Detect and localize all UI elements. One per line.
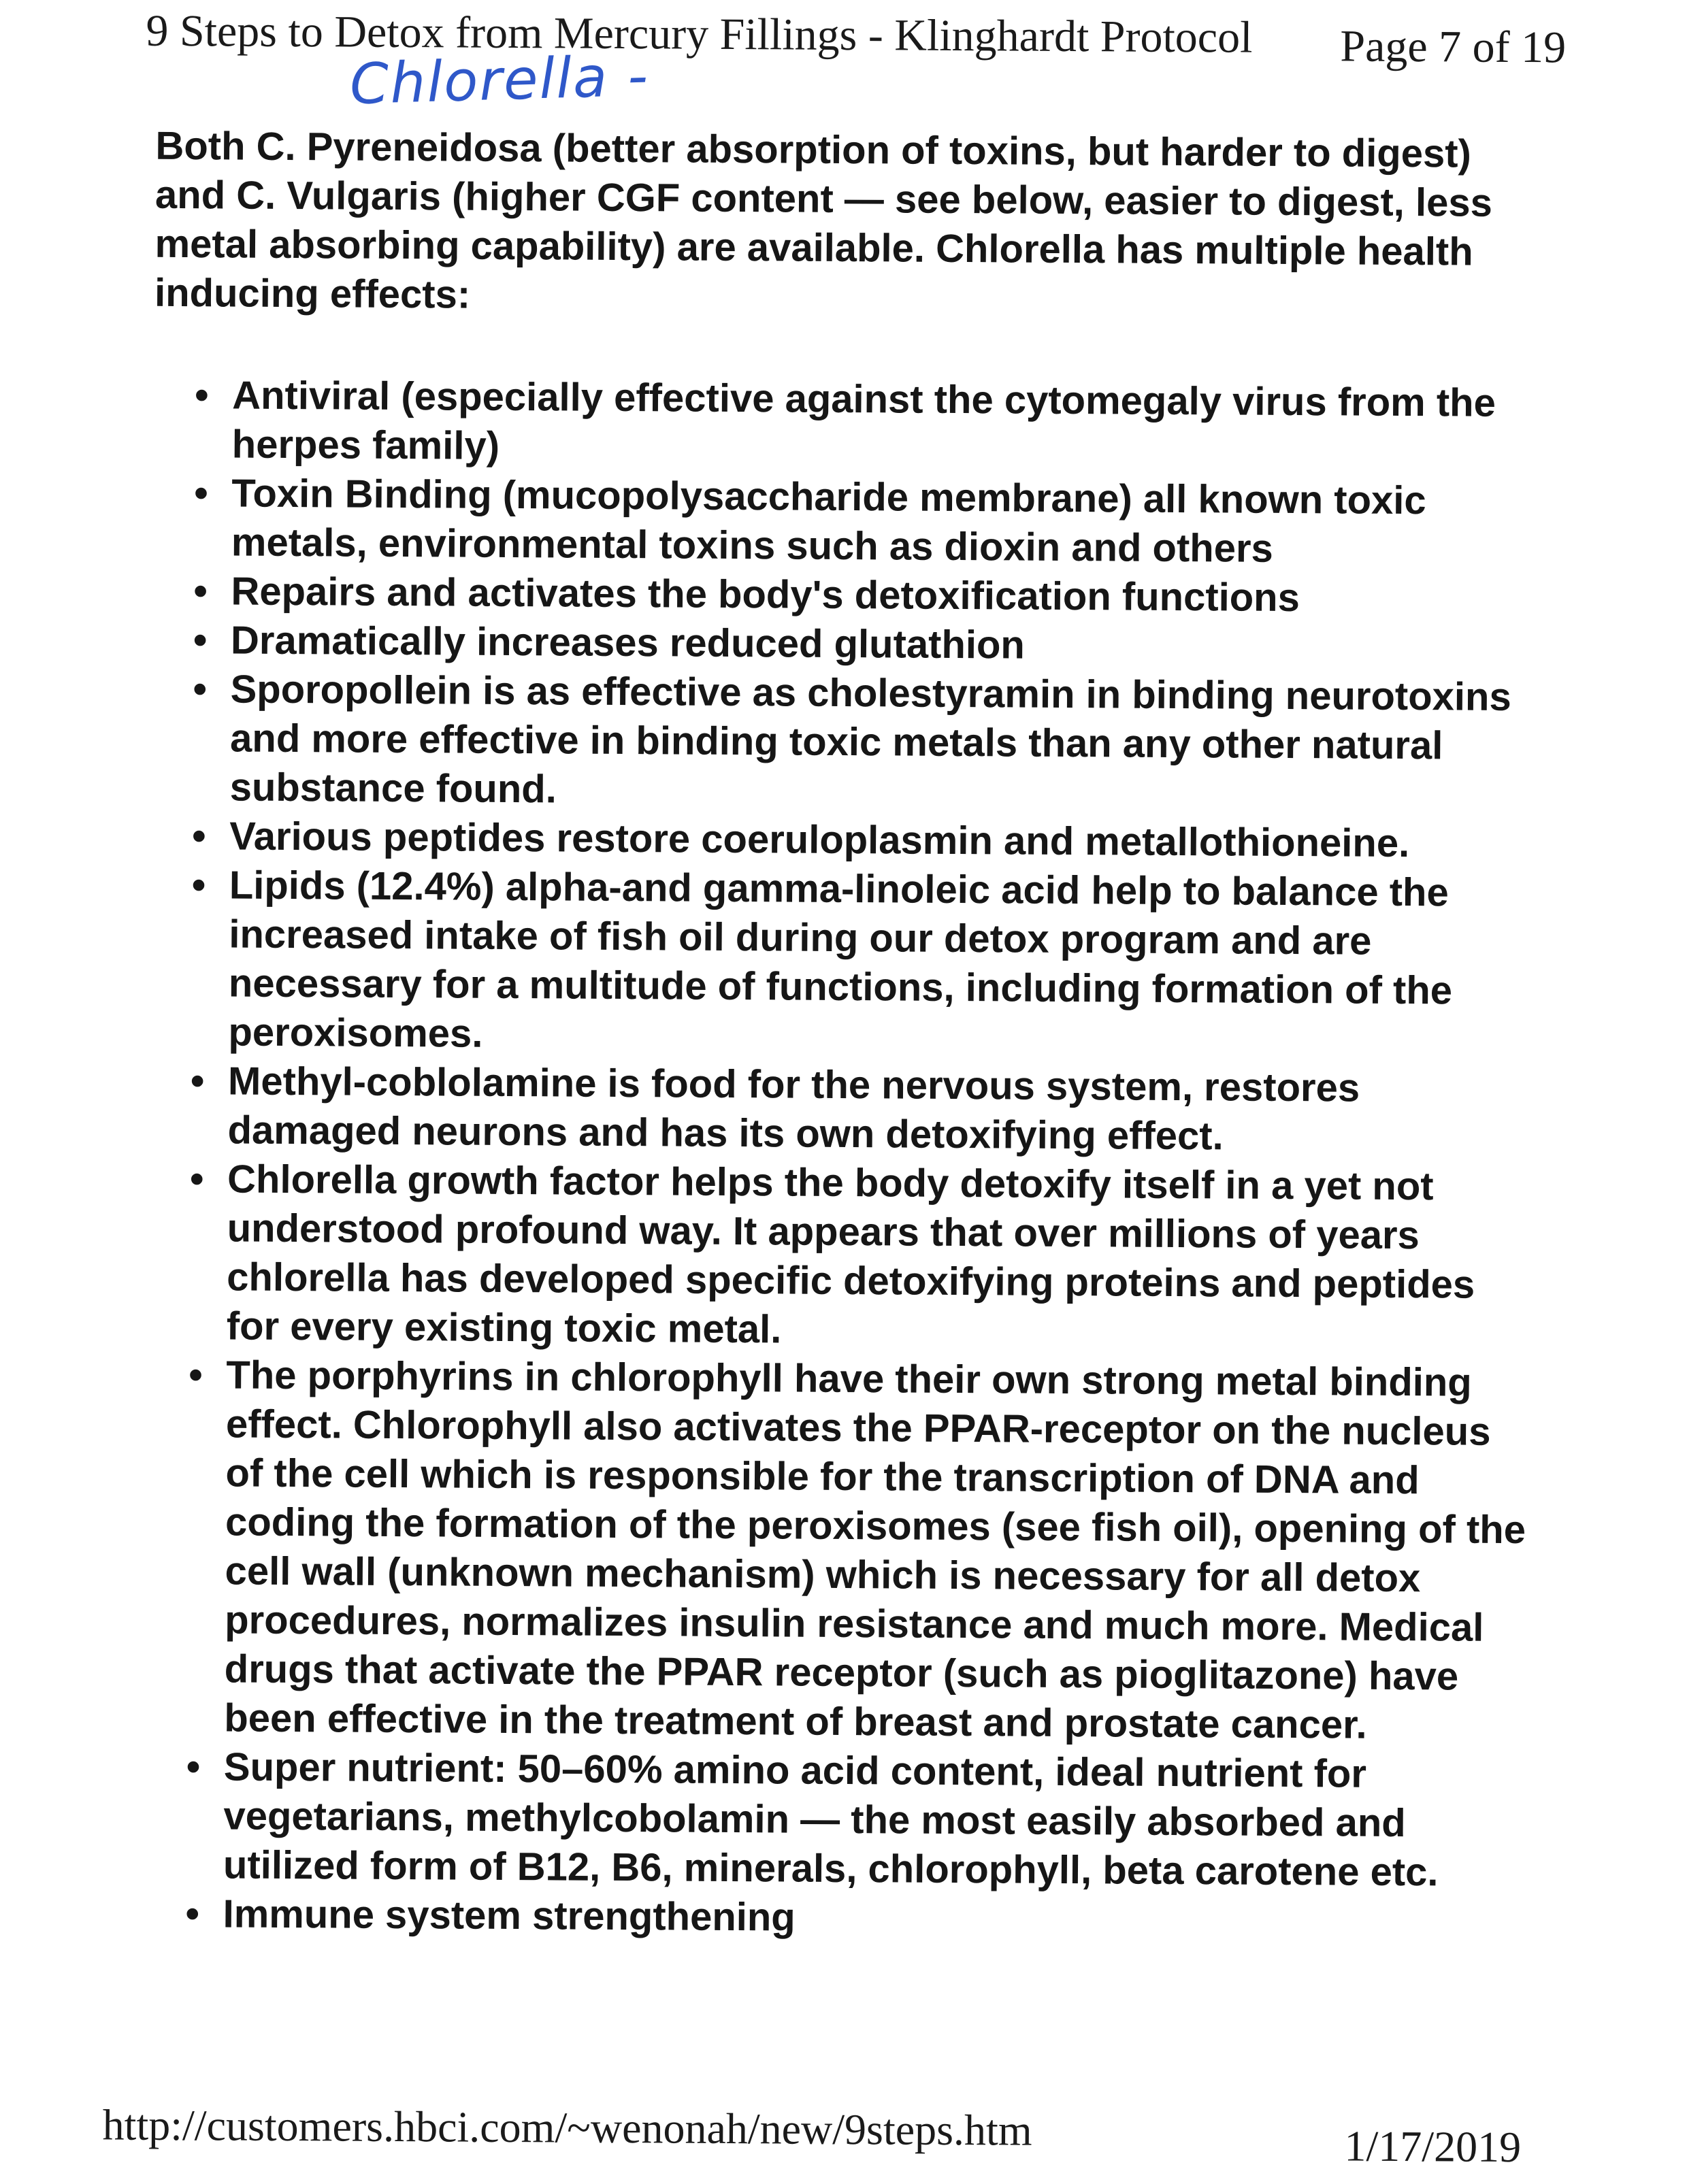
list-item — [189, 1155, 1538, 1359]
list-item — [190, 1057, 1538, 1163]
list-item — [194, 469, 1542, 575]
list-item — [191, 861, 1539, 1065]
list-item-text: Repairs and activates the body's detoxification functions — [231, 569, 1300, 621]
intro-paragraph: Both C. Pyreneidosa (better absorption of toxins, but harder to digest) and C. Vulgaris (higher CGF content — see below, easier to digest, less metal absorbing capability) are available. Chlorella has multiple health inducing effects: — [154, 123, 1493, 317]
list-item-text: Chlorella growth factor helps the body detoxify itself in a yet not understood profound way. It appears that over millions of years chlorella has developed specific detoxifying proteins and peptides for every existing toxic metal. — [226, 1157, 1475, 1352]
bullet-icon: • — [189, 1353, 203, 1397]
list-item-text: Super nutrient: 50–60% amino acid content, ideal nutrient for vegetarians, methylcobolamin — the most easily absorbed and utilized form of B12, B6, minerals, chlorophyll, beta carotene etc. — [223, 1744, 1439, 1895]
list-item-text: Lipids (12.4%) alpha-and gamma-linoleic acid help to balance the increased intake of fish oil during our detox program and are necessary for a multitude of functions, including formation of the peroxisomes. — [228, 863, 1453, 1056]
page-header-title: 9 Steps to Detox from Mercury Fillings - Klinghardt Protocol — [146, 5, 1253, 63]
bullet-icon: • — [186, 1744, 201, 1789]
list-item-text: Antiviral (especially effective against the cytomegaly virus from the herpes family) — [231, 373, 1496, 468]
list-item-text: Methyl-coblolamine is food for the nervous system, restores damaged neurons and has its own detoxifying effect. — [227, 1059, 1360, 1159]
list-item — [193, 616, 1541, 673]
bullet-icon: • — [195, 373, 209, 418]
page-number: Page 7 of 19 — [1340, 21, 1567, 73]
list-item-text: Dramatically increases reduced glutathion — [230, 618, 1026, 667]
bullet-icon: • — [191, 863, 206, 908]
bullet-icon: • — [192, 814, 206, 859]
footer-date: 1/17/2019 — [1344, 2121, 1522, 2172]
effects-list — [144, 371, 1542, 1947]
list-item — [186, 1742, 1534, 1898]
list-item-text: The porphyrins in chlorophyll have their own strong metal binding effect. Chlorophyll also activates the PPAR-receptor on the nucleus of the cell which is responsible for the transcription of DNA and coding the formation of the peroxisomes (see fish oil), opening of the cell wall (unknown mechanism) which is necessary for all detox procedures, normalizes insulin resistance and much more. Medical drugs that activate the PPAR receptor (such as pioglitazone) have been effective in the treatment of breast and prostate cancer. — [224, 1353, 1526, 1747]
bullet-icon: • — [194, 471, 208, 516]
list-item — [192, 812, 1539, 869]
list-item-text: Immune system strengthening — [223, 1891, 796, 1940]
bullet-icon: • — [189, 1157, 204, 1202]
list-item — [185, 1889, 1533, 1947]
bullet-icon: • — [193, 569, 208, 614]
list-item-text: Various peptides restore coeruloplasmin and metallothioneine. — [229, 814, 1410, 866]
list-item — [193, 665, 1540, 820]
list-item — [195, 371, 1543, 477]
handwritten-annotation: Chlorella - — [348, 44, 651, 118]
bullet-icon: • — [193, 667, 208, 712]
list-item — [193, 567, 1541, 624]
bullet-icon: • — [190, 1059, 205, 1104]
list-item — [189, 1351, 1536, 1751]
document-body — [144, 122, 1543, 1947]
list-item-text: Toxin Binding (mucopolysaccharide membrane) all known toxic metals, environmental toxins such as dioxin and others — [231, 471, 1426, 571]
footer-url: http://customers.hbci.com/~wenonah/new/9steps.htm — [102, 2100, 1032, 2155]
list-item-text: Sporopollein is as effective as cholestyramin in binding neurotoxins and more effective in binding toxic metals than any other natural substance found. — [229, 667, 1511, 812]
bullet-icon: • — [185, 1891, 200, 1936]
bullet-icon: • — [193, 618, 208, 663]
